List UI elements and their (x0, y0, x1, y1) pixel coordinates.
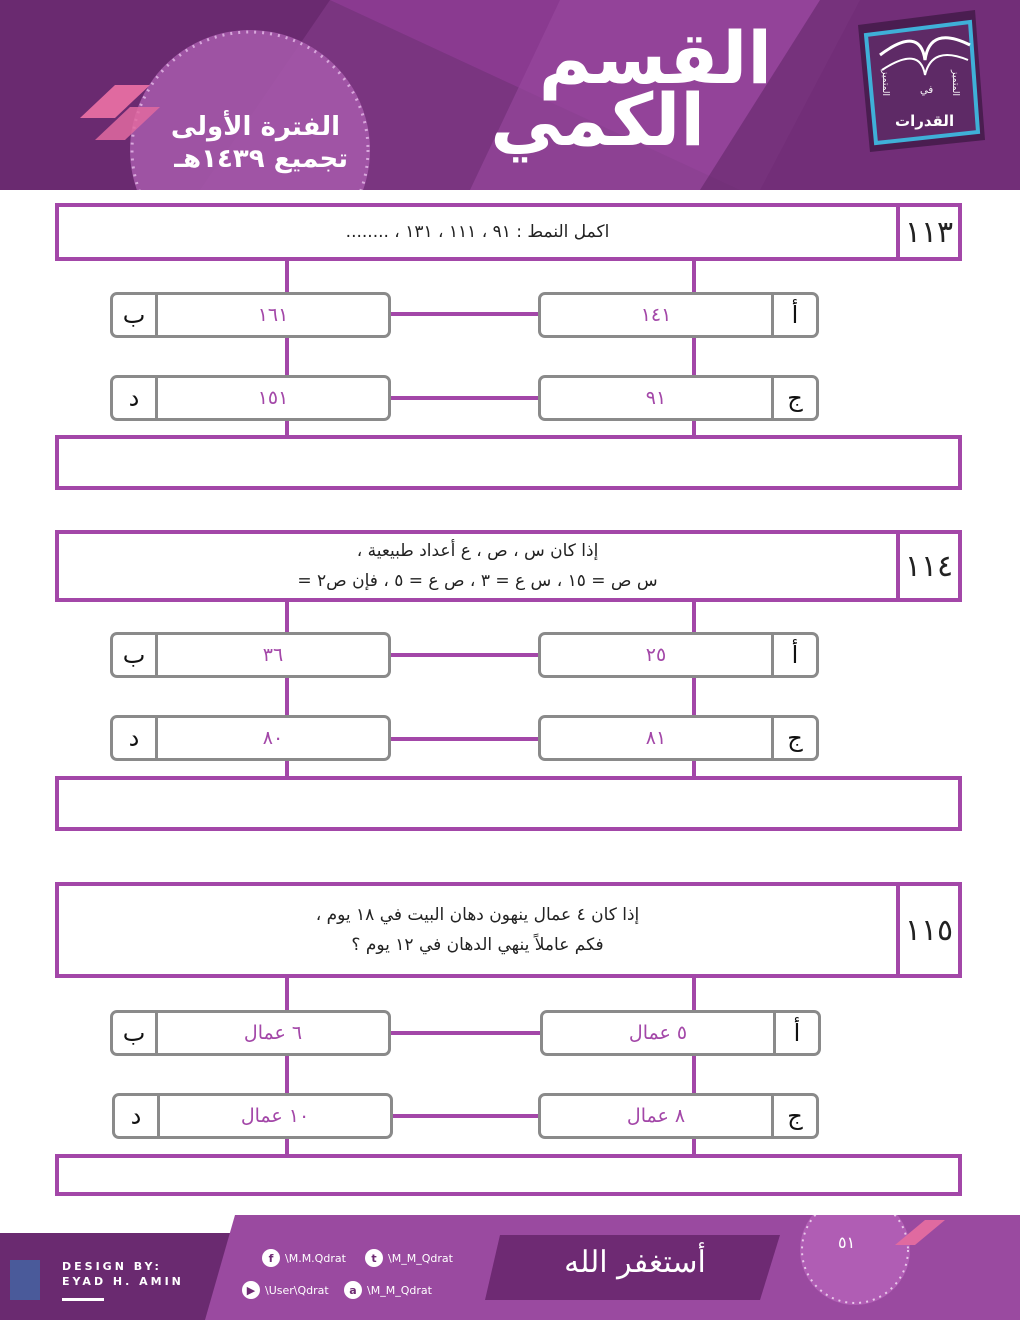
connector (388, 1114, 540, 1118)
option-letter: ب (113, 1013, 158, 1053)
facebook-icon: f (262, 1249, 280, 1267)
page-footer (0, 1215, 1020, 1320)
option-c[interactable] (538, 715, 819, 761)
option-letter: د (113, 378, 158, 418)
option-value: ٦ عمال (243, 1022, 303, 1044)
option-value: ٨١ (645, 727, 667, 749)
option-value: ٨٠ (262, 727, 284, 749)
design-by-label: DESIGN BY: (62, 1260, 162, 1273)
logo-text: القدرات (895, 112, 955, 130)
option-d[interactable] (110, 375, 391, 421)
question-line: س ص = ١٥ ، س ع = ٣ ، ص ع = ٥ ، فإن ص٢ = (297, 571, 658, 591)
option-letter: ب (113, 635, 158, 675)
option-value: ١٥١ (257, 387, 289, 409)
option-value: ٩١ (645, 387, 667, 409)
question-text (59, 886, 896, 974)
option-value: ٣٦ (262, 644, 284, 666)
option-d[interactable] (110, 715, 391, 761)
option-value: ١٤١ (640, 304, 672, 326)
question-box (55, 530, 962, 602)
connector (388, 1031, 542, 1035)
question-text (59, 534, 896, 598)
twitter-link[interactable] (365, 1249, 453, 1267)
facebook-link[interactable] (262, 1249, 346, 1267)
youtube-link[interactable] (242, 1281, 329, 1299)
option-value: ١٠ عمال (240, 1105, 310, 1127)
question-number: ١١٣ (896, 207, 958, 257)
option-a[interactable] (540, 1010, 821, 1056)
option-a[interactable] (538, 292, 819, 338)
option-value: ٨ عمال (626, 1105, 686, 1127)
option-value: ٥ عمال (628, 1022, 688, 1044)
collection-subtitle: تجميع ١٤٣٩هـ (174, 144, 348, 174)
question-box (55, 882, 962, 978)
connector (388, 312, 540, 316)
option-b[interactable] (110, 1010, 391, 1056)
option-letter: أ (773, 1013, 818, 1053)
connector (388, 737, 540, 741)
question-text (59, 207, 896, 257)
ask-link[interactable] (344, 1281, 432, 1299)
connector (388, 396, 540, 400)
answer-box[interactable] (55, 435, 962, 490)
page-number: ٥١ (838, 1233, 856, 1252)
question-box (55, 203, 962, 261)
question-line: إذا كان س ، ص ، ع أعداد طبيعية ، (356, 541, 599, 561)
section-title-line2: الكمي (490, 78, 705, 162)
option-letter: ج (771, 378, 816, 418)
option-b[interactable] (110, 632, 391, 678)
option-letter: د (113, 718, 158, 758)
option-b[interactable] (110, 292, 391, 338)
option-value: ٢٥ (645, 644, 667, 666)
social-handle: \M.M.Qdrat (285, 1251, 346, 1265)
logo-mid-text: في (920, 85, 934, 96)
section-title-line1: القسم (538, 16, 772, 100)
option-letter: ب (113, 295, 158, 335)
social-handle: \User\Qdrat (265, 1283, 329, 1297)
option-c[interactable] (538, 1093, 819, 1139)
question-line: إذا كان ٤ عمال ينهون دهان البيت في ١٨ يوم ، (315, 905, 640, 925)
answer-box[interactable] (55, 776, 962, 831)
connector (388, 653, 540, 657)
option-letter: أ (771, 295, 816, 335)
option-letter: أ (771, 635, 816, 675)
answer-box[interactable] (55, 1154, 962, 1196)
youtube-icon: ▶ (242, 1281, 260, 1299)
designer-name: EYAD H. AMIN (62, 1275, 184, 1288)
question-number: ١١٥ (896, 886, 958, 974)
option-letter: د (115, 1096, 160, 1136)
social-handle: \M_M_Qdrat (388, 1251, 453, 1265)
option-a[interactable] (538, 632, 819, 678)
question-line: اكمل النمط : ٩١ ، ١١١ ، ١٣١ ، ........ (345, 222, 610, 242)
option-letter: ج (771, 718, 816, 758)
logo-side-text: المتميز (880, 70, 890, 97)
question-line: فكم عاملاً ينهي الدهان في ١٢ يوم ؟ (351, 935, 604, 955)
option-d[interactable] (112, 1093, 393, 1139)
period-subtitle: الفترة الأولى (170, 112, 340, 142)
social-handle: \M_M_Qdrat (367, 1283, 432, 1297)
option-value: ١٦١ (257, 304, 289, 326)
twitter-icon: t (365, 1249, 383, 1267)
question-number: ١١٤ (896, 534, 958, 598)
calligraphy-text: أستغفر الله (564, 1245, 706, 1280)
option-c[interactable] (538, 375, 819, 421)
option-letter: ج (771, 1096, 816, 1136)
logo-side-text-2: المتميز (950, 70, 960, 97)
ask-icon: a (344, 1281, 362, 1299)
page-header (0, 0, 1020, 190)
